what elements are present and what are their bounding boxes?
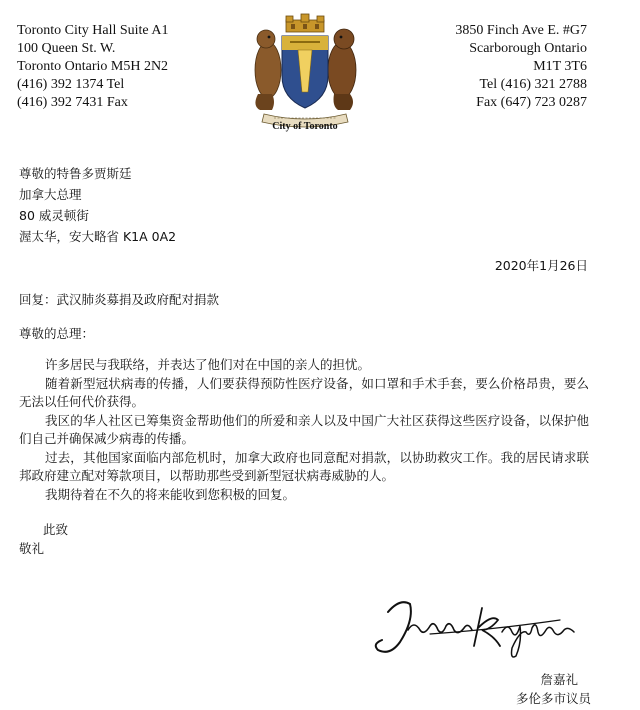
body-paragraph: 许多居民与我联络，并表达了他们对在中国的亲人的担忧。 [45,357,371,372]
sender-address-right [455,22,587,112]
body-paragraph: 我期待着在不久的将来能收到您积极的回复。 [45,486,296,502]
city-of-toronto-crest-logo [246,12,364,136]
address-line: Toronto City Hall Suite A1 [17,23,169,38]
signer-name: 詹嘉礼 [540,672,578,687]
recipient-line: 渥太华，安大略省 K1A 0A2 [19,229,177,244]
sender-address-left [17,22,168,112]
body-paragraph: 过去，其他国家面临内部危机时，加拿大政府也同意配对捐款，以协助救灾工作。我的居民请求联邦政府建立配对筹款项目，以帮助那些受到新型冠状病毒威胁的人。 [19,449,589,483]
recipient-block [19,163,176,247]
closing-line: 敬礼 [19,541,45,556]
signer-title: 多伦多市议员 [515,691,591,706]
letter-date: 2020年1月26日 [494,258,588,273]
shield-icon [282,36,328,108]
closing-line: 此致 [43,522,69,537]
salutation: 尊敬的总理： [19,326,95,341]
subject-line: 回复：武汉肺炎募捐及政府配对捐款 [19,292,220,307]
address-line: Toronto Ontario M5H 2N2 [17,59,169,74]
crest-caption: City of Toronto [272,121,338,132]
address-line: Scarborough Ontario [469,41,587,56]
beaver-icon [255,30,281,110]
telephone-line: (416) 392 1374 Tel [17,77,125,92]
recipient-line: 加拿大总理 [19,187,82,202]
letter-body [19,356,589,504]
address-line: 100 Queen St. W. [17,41,116,56]
recipient-line: 80 威灵顿街 [19,208,89,223]
body-paragraph: 我区的华人社区已筹集资金帮助他们的所爱和亲人以及中国广大社区获得这些医疗设备，以保护他们自己并确保减少病毒的传播。 [19,412,589,446]
body-paragraph: 随着新型冠状病毒的传播，人们要获得预防性医疗设备，如口罩和手术手套，要么价格昂贵，要么无法以任何代价获得。 [19,375,589,409]
crown-icon [286,14,324,32]
bear-icon [328,29,356,110]
telephone-line: Tel (416) 321 2788 [479,77,587,92]
handwritten-signature [370,590,585,665]
recipient-line: 尊敬的特鲁多贾斯廷 [19,166,132,181]
fax-line: (416) 392 7431 Fax [17,95,128,110]
address-line: M1T 3T6 [533,59,587,74]
address-line: 3850 Finch Ave E. #G7 [455,23,587,38]
fax-line: Fax (647) 723 0287 [476,95,587,110]
